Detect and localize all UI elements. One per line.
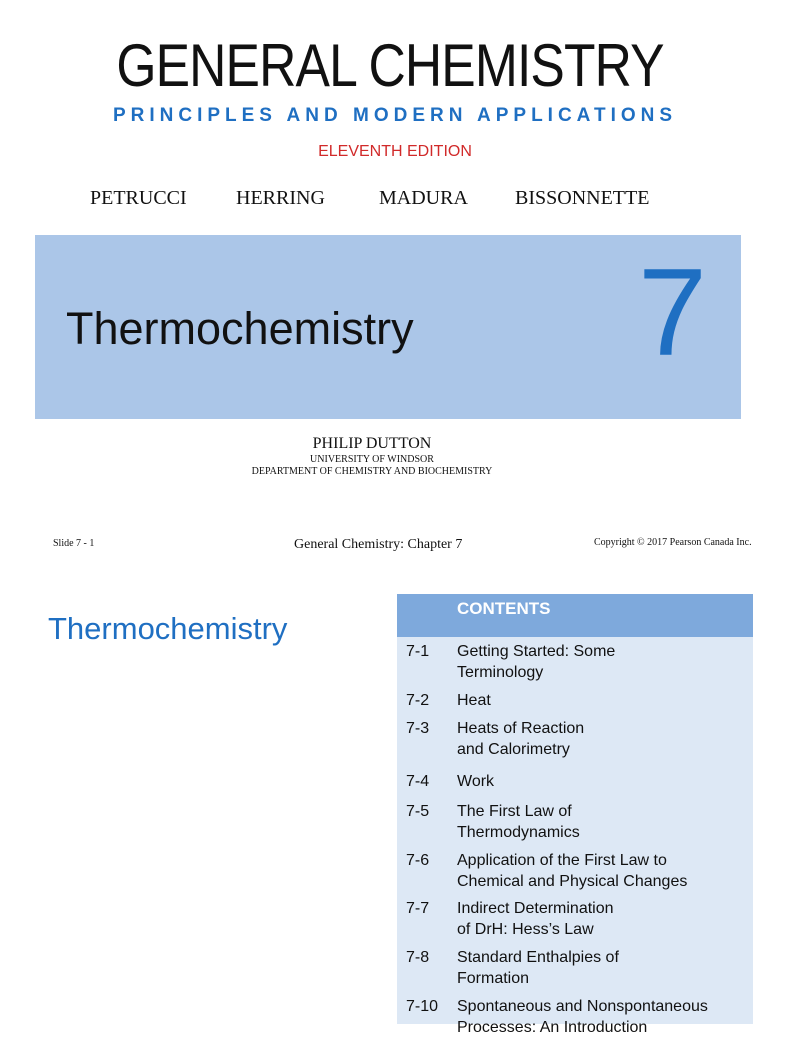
section-title-line: Terminology <box>457 664 544 681</box>
contents-table <box>397 594 753 1036</box>
section-title-line: Getting Started: Some <box>457 643 616 660</box>
section-title-line: Processes: An Introduction <box>457 1019 648 1036</box>
section-number: 7-1 <box>406 643 430 660</box>
section-title <box>457 718 747 760</box>
section-title-line: and Calorimetry <box>457 741 570 758</box>
chapter-banner <box>35 235 741 419</box>
section-title-line: Heat <box>457 692 491 709</box>
author-name: BISSONNETTE <box>515 187 650 209</box>
section-title-line: Application of the First Law to <box>457 852 667 869</box>
book-subtitle: PRINCIPLES AND MODERN APPLICATIONS <box>112 105 678 126</box>
section-number: 7-6 <box>406 852 430 869</box>
section-number: 7-8 <box>406 949 430 966</box>
book-edition: ELEVENTH EDITION <box>318 143 472 160</box>
section-title-line: Heats of Reaction <box>457 720 585 737</box>
book-title: GENERAL CHEMISTRY <box>116 32 664 99</box>
section-number: 7-10 <box>406 998 439 1015</box>
section-title <box>457 996 747 1038</box>
section-title-line: The First Law of <box>457 803 572 820</box>
section-title-line: Formation <box>457 970 530 987</box>
section-number: 7-4 <box>406 773 430 790</box>
author-list <box>0 187 768 213</box>
chapter-number: 7 <box>638 244 707 382</box>
section-title <box>457 947 747 989</box>
section-number: 7-3 <box>406 720 430 737</box>
footer-chapter: General Chemistry: Chapter 7 <box>294 537 463 552</box>
section-number: 7-2 <box>406 692 430 709</box>
section-title-line: Spontaneous and Nonspontaneous <box>457 998 708 1015</box>
author-name: PETRUCCI <box>90 187 187 209</box>
presenter-department: DEPARTMENT OF CHEMISTRY AND BIOCHEMISTRY <box>251 466 493 477</box>
section-title <box>457 771 747 792</box>
author-name: MADURA <box>379 187 468 209</box>
section-title-line: of DrH: Hess’s Law <box>457 921 594 938</box>
contents-header <box>397 594 753 637</box>
section-title-line: Chemical and Physical Changes <box>457 873 688 890</box>
presenter-block <box>0 434 744 478</box>
section-title-line: Work <box>457 773 495 790</box>
presenter-university: UNIVERSITY OF WINDSOR <box>310 454 434 465</box>
chapter-title: Thermochemistry <box>66 303 414 354</box>
section-number: 7-5 <box>406 803 430 820</box>
footer-copyright: Copyright © 2017 Pearson Canada Inc. <box>594 537 752 548</box>
section-title <box>457 898 747 940</box>
section-title-line: Thermodynamics <box>457 824 580 841</box>
section-title-line: Indirect Determination <box>457 900 614 917</box>
slide-title: Thermochemistry <box>48 611 288 646</box>
slide-number: Slide 7 - 1 <box>53 538 95 549</box>
section-title <box>457 801 747 843</box>
section-title <box>457 690 747 711</box>
section-number: 7-7 <box>406 900 430 917</box>
author-name: HERRING <box>236 187 325 209</box>
contents-header-label: CONTENTS <box>457 599 551 618</box>
section-title <box>457 850 747 892</box>
section-title-line: Standard Enthalpies of <box>457 949 619 966</box>
presenter-name: PHILIP DUTTON <box>312 435 432 452</box>
section-title <box>457 641 747 683</box>
